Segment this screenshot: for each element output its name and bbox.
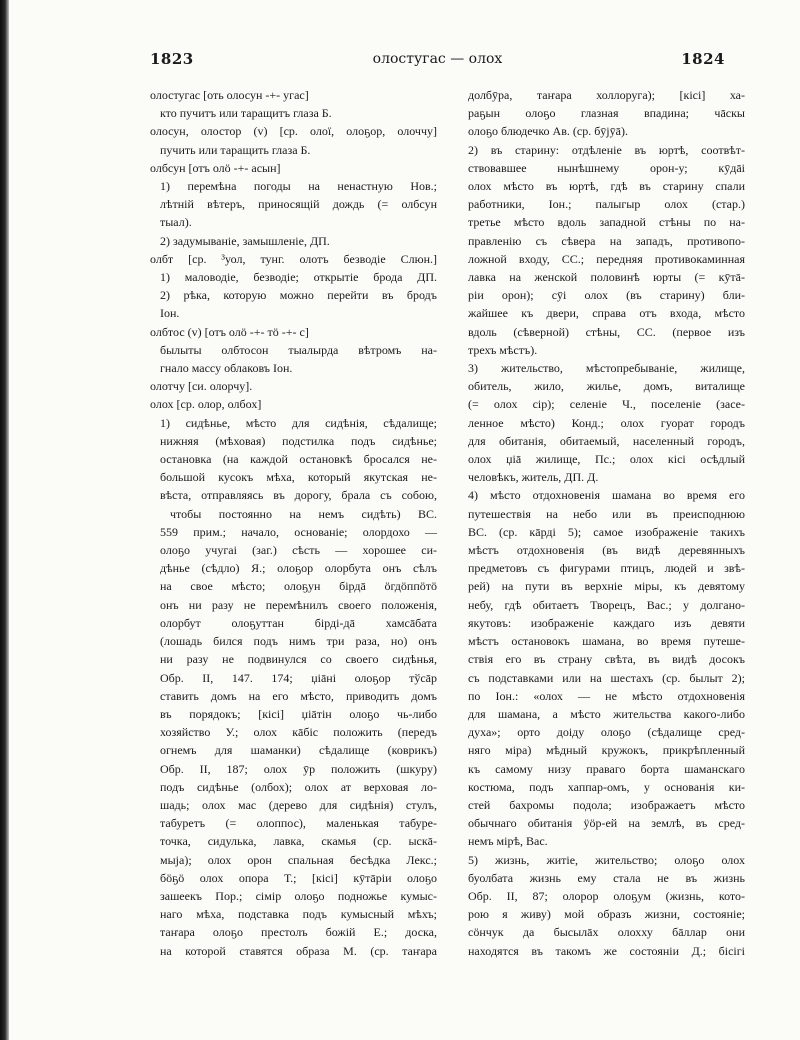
text-line: олосун, олостор (v) [ср. олої, олоҕор, олоччу]: [150, 124, 437, 139]
text-line: онъ ни разу не перемѣнилъ своего положенія,: [160, 597, 437, 612]
text-line: лѣтній вѣтеръ, приносящій дождь (= олбсун: [160, 197, 437, 212]
text-line: рей) на пути въ верхніе міры, къ девятому: [468, 579, 745, 594]
text-line: няго міра) мѣдный кружокъ, прикрѣпленный: [468, 743, 745, 758]
text-line: тыал).: [160, 215, 192, 230]
text-line: обычнаго обитанія ӱӧр-ей на землѣ, въ сред-: [468, 816, 745, 831]
running-head: олостугас — олох: [372, 51, 503, 67]
text-line: Іон.: [160, 306, 180, 321]
text-line: былыты олбтосон тыалырда вѣтромъ на-: [160, 342, 437, 357]
text-line: немъ мірѣ, Вас.: [468, 834, 548, 849]
text-line: олох џіā жилище, Пс.; олох кісі осѣдлый: [468, 452, 745, 467]
text-line: ленное мѣсто) Конд.; олох гуорат городъ: [468, 415, 745, 430]
page-number-left: 1823: [150, 50, 194, 68]
text-line: Обр. II, 187; олох ӯр положить (шкуру): [160, 761, 437, 776]
text-line: ствія его въ страну свѣта, въ видѣ досокъ: [468, 652, 745, 667]
text-line: для шамана, а мѣсто жительства какого-либо: [468, 706, 745, 721]
text-line: рою я живу) мой образъ жизни, состояніе;: [468, 907, 745, 922]
text-line: на которой ставятся образа М. (ср. таҥара: [160, 943, 437, 958]
text-line: олох мѣсто въ юртѣ, гдѣ въ старину спали: [468, 179, 745, 194]
text-line: олох [ср. олор, олбох]: [150, 397, 262, 412]
text-line: правленію съ сѣвера на западъ, противопо-: [468, 233, 745, 248]
text-line: лавка на женской половинѣ юрты (= кӯтā-: [468, 270, 745, 285]
text-line: въ порядокъ; [кісі] џіāтін олоҕо чь-либо: [160, 706, 437, 721]
text-line: кто пучитъ или таращитъ глаза Б.: [160, 106, 332, 121]
text-line: якутовъ: изображеніе каждаго изъ девяти: [468, 615, 745, 630]
text-line: олостугас [оть олосун -+- угас]: [150, 88, 309, 102]
text-line: трехъ мѣстъ).: [468, 342, 538, 357]
text-line: по Іон.: «олох — не мѣсто отдохновенія: [468, 688, 745, 703]
text-line: ставить домъ на его мѣсто, приводить домъ: [160, 688, 437, 703]
text-line: 2) рѣка, которую можно перейти въ бродъ: [160, 288, 437, 303]
text-line: 559 прим.; начало, основаніе; олордохо —: [160, 524, 437, 539]
text-line: чтобы постоянно на немъ сидѣть) ВС.: [170, 506, 437, 521]
book-spine-shadow: [0, 0, 9, 1040]
text-line: нижняя (мѣховая) подстилка подъ сидѣнье;: [160, 433, 437, 448]
text-line: олотчу [си. олорчу].: [150, 379, 253, 394]
text-line: шадь; олох мас (дерево для сидѣнія) стулъ,: [160, 797, 437, 812]
text-line: духа»; орто доіду олоҕо (сѣдалище сред-: [468, 725, 745, 740]
text-line: олбт [ср. ³уол, тунг. олотъ безводіе Слюн.]: [150, 251, 437, 266]
text-line: человѣкъ, житель, ДП. Д.: [468, 470, 599, 485]
text-line: буолбата жизнь ему стала не въ жизнь: [468, 870, 745, 885]
text-line: на свое мѣсто; олоҕун бірдā ӧгдӧппӧтӧ: [160, 579, 437, 594]
page-header: [150, 50, 725, 74]
text-line: пучить или таращить глаза Б.: [160, 142, 311, 157]
text-line: олоҕо учугаі (заг.) сѣсть — хорошее си-: [160, 543, 437, 558]
text-line: 3) жительство, мѣстопребываніе, жилище,: [468, 361, 745, 376]
text-line: къ самому низу праваго борта шаманскаго: [468, 761, 745, 776]
text-line: табуретъ (= олоппос), маленькая табуре-: [160, 816, 437, 831]
text-line: ВС. (ср. кāрді 5); самое изображеніе такихъ: [468, 524, 745, 539]
text-line: дѣнье (сѣдло) Я.; олоҕор олорбута онъ сѣлъ: [160, 561, 437, 576]
text-line: олбсун [отъ олӧ -+- асын]: [150, 160, 281, 175]
right-column: [458, 86, 745, 960]
text-line: 1) сидѣнье, мѣсто для сидѣнія, сѣдалище;: [160, 415, 437, 430]
text-line: третье мѣсто вдоль западной стѣны по на-: [468, 215, 745, 230]
text-line: путешествія на небо или въ преисподнюю: [468, 506, 745, 521]
text-line: ложной входу, СС.; передняя противокаминная: [468, 251, 745, 266]
text-line: вдоль (сѣверной) стѣны, СС. (первое изъ: [468, 324, 745, 339]
text-line: ствовавшее нынѣшнему орон-у; кӯдāі: [468, 160, 745, 175]
text-line: Обр. II, 87; олорор олоҕум (жизнь, кото-: [468, 888, 745, 903]
text-line: хозяйство У.; олох кāбіс положить (передъ: [160, 725, 437, 740]
text-line: подъ сидѣнье (олбох); олох ат верховая ло-: [160, 779, 437, 794]
text-line: мѣстъ отдохновенія (въ видѣ деревянныхъ: [468, 543, 745, 558]
text-line: бӧҕӧ олох опора Т.; [кісі] кӯтāріи олоҕо: [160, 870, 437, 885]
text-line: работники, Іон.; палыгыр олох (стар.): [468, 197, 745, 212]
text-line: олорбут олоҕуттан бірді-дā хамсāбата: [160, 615, 437, 630]
text-line: мѣстъ остановокъ шамана, во время путеше-: [468, 634, 745, 649]
page-number-right: 1824: [681, 50, 725, 68]
text-line: наго мѣха, подставка подъ кумысный мѣхъ;: [160, 907, 437, 922]
text-line: таҥара олоҕо престолъ божій Е.; доска,: [160, 925, 437, 940]
text-line: съ подставками или на шестахъ (ср. былыт 2);: [468, 670, 745, 685]
text-line: 2) задумываніе, замышленіе, ДП.: [160, 233, 330, 248]
text-line: мыја); олох орон спальная бесѣдка Лекс.;: [160, 852, 437, 867]
text-line: сӧнчук да бысылāх олохху бāллар они: [468, 925, 745, 940]
left-column: [150, 86, 437, 960]
text-line: для обитанія, обитаемый, населенный городъ,: [468, 433, 745, 448]
text-line: 1) маловодіе, безводіе; открытіе брода ДП.: [160, 270, 437, 285]
text-line: жайшее къ двери, справа отъ входа, мѣсто: [468, 306, 745, 321]
text-line: долбӯра, таҥара холлоруга); [кісі] ха-: [468, 88, 745, 102]
text-line: точка, сидулька, лавка, скамья (ср. ыскā-: [160, 834, 437, 849]
text-line: раҕын олоҕо глазная впадина; чāскы: [468, 106, 745, 121]
text-line: 2) въ старину: отдѣленіе въ юртѣ, соотвѣт-: [468, 142, 745, 157]
text-line: ни разу не подвинулся со своего сидѣнья,: [160, 652, 437, 667]
text-line: находятся въ такомъ же состояніи Д.; бісігі: [468, 943, 745, 958]
text-line: гнало массу облаковъ Іон.: [160, 361, 293, 376]
text-line: олбтос (v) [отъ олӧ -+- тӧ -+- с]: [150, 324, 309, 339]
text-line: вѣста, отправляясь въ дорогу, брала съ собою,: [160, 488, 437, 503]
text-line: зашеекъ Пор.; сімір олоҕо подножье кумыс-: [160, 888, 437, 903]
text-line: костюма, подъ хаппар-омъ, у основанія ки-: [468, 779, 745, 794]
text-line: обитель, жило, жилье, домъ, виталище: [468, 379, 745, 394]
text-line: огнемъ для шаманки) сѣдалище (коврикъ): [160, 743, 437, 758]
text-line: 1) перемѣна погоды на ненастную Нов.;: [160, 179, 437, 194]
text-line: 4) мѣсто отдохновенія шамана во время его: [468, 488, 745, 503]
text-line: Обр. II, 147. 174; џіāні олоҕор тўсāр: [160, 670, 437, 685]
text-line: ріи орон); сӯі олох (въ старину) бли-: [468, 288, 745, 303]
text-line: остановка (на каждой остановкѣ бросался не-: [160, 452, 437, 467]
text-line: (лошадь бился подъ нимъ три раза, но) онъ: [160, 634, 437, 649]
text-line: большой кусокъ мѣха, который якутская не-: [160, 470, 437, 485]
text-line: 5) жизнь, житіе, жительство; олоҕо олох: [468, 852, 745, 867]
text-line: стей бахромы подола; изображаетъ мѣсто: [468, 797, 745, 812]
text-line: (= олох сір); селеніе Ч., поселеніе (засе-: [468, 397, 745, 412]
text-line: небу, гдѣ обитаетъ Творецъ, Вас.; у долгано-: [468, 597, 745, 612]
text-line: олоҕо блюдечко Ав. (ср. бӯјӯā).: [468, 124, 628, 139]
text-line: предметовъ съ фигурами птицъ, людей и звѣ-: [468, 561, 745, 576]
